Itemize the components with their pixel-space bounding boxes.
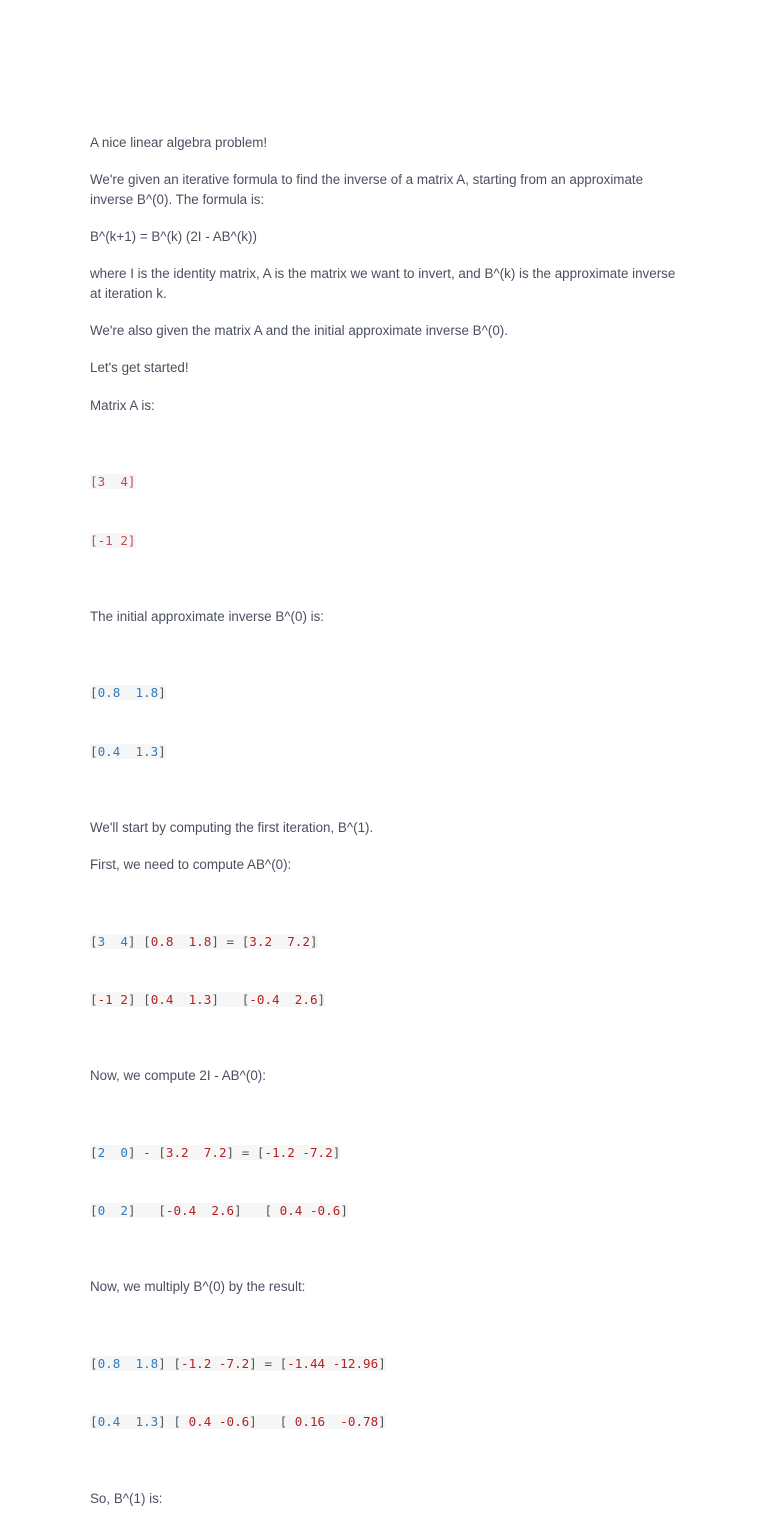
- matrix-a-code-block: [90, 433, 680, 589]
- diff-row-2: 0.4 -0.6: [181, 1414, 250, 1430]
- matrix-b0-code-block: [90, 644, 680, 800]
- two-i-code-block: [2 0] - [3.2 7.2] = [-1.2 -7.2] [0 2] [-0.4 2.6] [ 0.4 -0.6]: [90, 1144, 348, 1219]
- ab0-result-row-1: 3.2 7.2: [249, 933, 310, 949]
- two-i-row-2: 0 2: [97, 1203, 128, 1219]
- ab0-b-row-2: 0.4 1.3: [150, 992, 212, 1008]
- two-i-result-row-2: 0.4 -0.6: [272, 1203, 341, 1219]
- matrix-b0-row-2: 0.4 1.3: [97, 743, 159, 759]
- b1-result-row-1: -1.44 -12.96: [287, 1355, 379, 1371]
- intro-text: A nice linear algebra problem!: [90, 135, 268, 150]
- matrix-b0-label: The initial approximate inverse B^(0) is:: [90, 608, 325, 624]
- ab0-result-row-2: -0.4 2.6: [249, 992, 318, 1008]
- b1-code-block: [0.8 1.8] [-1.2 -7.2] = [-1.44 -12.96] [0.4 1.3] [ 0.4 -0.6] [ 0.16 -0.78]: [90, 1355, 386, 1430]
- matrix-b0-row-1: 0.8 1.8: [97, 685, 159, 701]
- given-text: We're also given the matrix A and the initial approximate inverse B^(0).: [90, 323, 508, 339]
- two-i-row-1: 2 0: [97, 1144, 128, 1160]
- equals-sign: =: [218, 933, 242, 949]
- bracket: ]: [158, 743, 166, 759]
- formula-intro-text: We're given an iterative formula to find the inverse of a matrix A, starting from an approximate inverse B^(0). The formula is:: [90, 172, 644, 207]
- ab0-a-row-1: 3 4: [97, 933, 128, 949]
- multiply-label: Now, we multiply B^(0) by the result:: [90, 1279, 306, 1295]
- diff-row-1: -1.2 -7.2: [181, 1355, 250, 1371]
- two-i-label: Now, we compute 2I - AB^(0):: [90, 1068, 266, 1084]
- ab0-copy-row-1: 3.2 7.2: [165, 1144, 227, 1160]
- first-iteration-text: We'll start by computing the first iteration, B^(1).: [90, 819, 374, 835]
- ab0-b-row-1: 0.8 1.8: [150, 933, 212, 949]
- equals-sign: =: [256, 1355, 280, 1371]
- bracket: ]: [158, 685, 166, 701]
- formula-explanation-text: where I is the identity matrix, A is the matrix we want to invert, and B^(k) is the approximate inverse at iteration k.: [90, 266, 676, 301]
- b0-row-1: 0.8 1.8: [97, 1355, 159, 1371]
- matrix-a-row-1: [3 4]: [90, 474, 136, 490]
- bracket: [: [90, 743, 98, 759]
- minus-sign: -: [135, 1144, 159, 1160]
- ab0-copy-row-2: -0.4 2.6: [165, 1203, 235, 1219]
- matrix-a-row-2: [-1 2]: [90, 532, 136, 548]
- equals-sign: =: [234, 1144, 257, 1160]
- ab0-label: First, we need to compute AB^(0):: [90, 857, 292, 873]
- matrix-a-label: Matrix A is:: [90, 397, 155, 413]
- start-text: Let's get started!: [90, 360, 189, 376]
- ab0-code-block: [3 4] [0.8 1.8] = [3.2 7.2] [-1 2] [0.4 1.3] [-0.4 2.6]: [90, 933, 326, 1008]
- b1-label: So, B^(1) is:: [90, 1490, 163, 1506]
- ab0-a-row-2: -1 2: [97, 992, 128, 1008]
- formula-text: B^(k+1) = B^(k) (2I - AB^(k)): [90, 229, 257, 245]
- document-body: [90, 133, 680, 1526]
- b0-row-2: 0.4 1.3: [97, 1414, 159, 1430]
- b1-result-row-2: 0.16 -0.78: [287, 1414, 379, 1430]
- bracket: [: [90, 685, 98, 701]
- two-i-result-row-1: -1.2 -7.2: [264, 1144, 333, 1160]
